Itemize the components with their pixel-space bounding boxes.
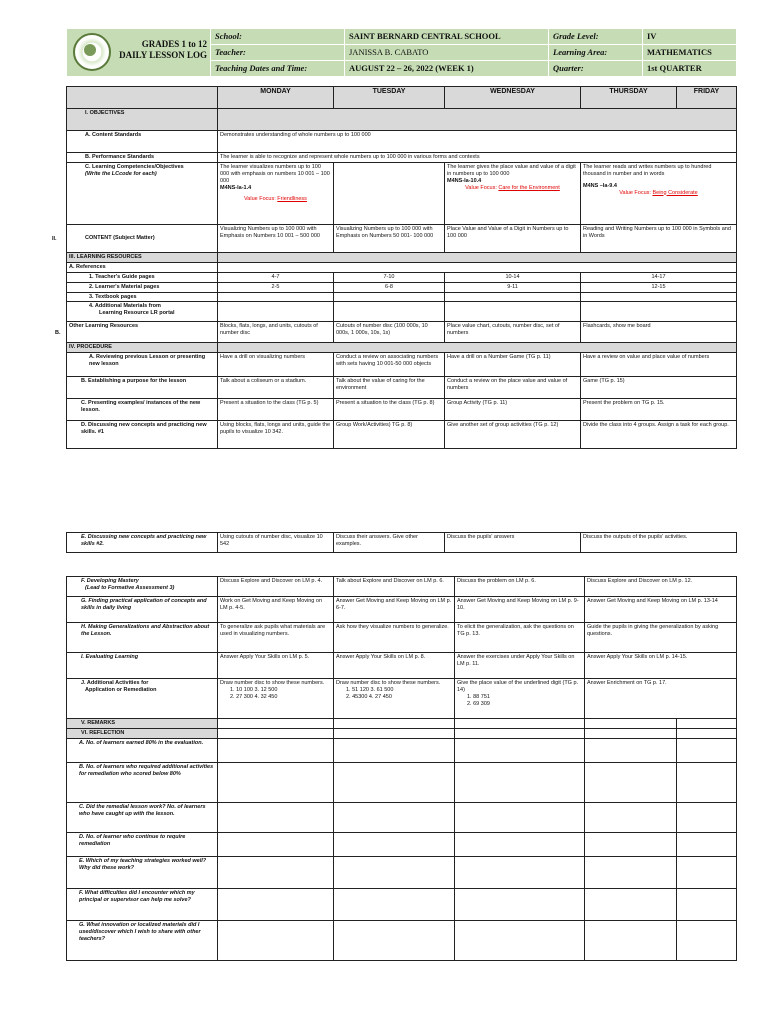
performance-standards-text: The learner is able to recognize and represent whole numbers up to 100 000 in various forms and contexts bbox=[218, 153, 737, 163]
application-tuesday: Answer Get Moving and Keep Moving on LM p. 6-7. bbox=[334, 597, 455, 623]
reflection-a-monday bbox=[218, 739, 334, 763]
value-focus-value-thursday: Being Considerate bbox=[652, 189, 698, 196]
dll-title-line1: GRADES 1 to 12 bbox=[141, 39, 207, 49]
value-focus-value-wednesday: Care for the Environment bbox=[498, 184, 560, 191]
reflection-g-friday bbox=[677, 921, 737, 961]
discussing-2-wednesday: Discuss the pupils' answers bbox=[445, 533, 581, 553]
additional-activities-label-line2: Application or Remediation bbox=[85, 686, 157, 693]
additional-materials-label-line1: 4. Additional Materials from bbox=[89, 303, 161, 310]
reflection-d-tuesday bbox=[334, 833, 455, 857]
remarks-label: V. REMARKS bbox=[67, 719, 218, 729]
evaluating-monday: Answer Apply Your Skills on LM p. 5. bbox=[218, 653, 334, 679]
remarks-friday bbox=[677, 719, 737, 729]
quarter-label: Quarter: bbox=[549, 61, 643, 77]
reviewing-thursday: Have a review on value and place value of numbers bbox=[581, 353, 737, 377]
generalization-label: H. Making Generalizations and Abstraction about the Lesson. bbox=[67, 623, 218, 653]
reflection-f-monday bbox=[218, 889, 334, 921]
competency-thursday-text: The learner reads and writes numbers up to hundred thousand in number and in words bbox=[583, 163, 712, 177]
lesson-table-lower bbox=[66, 576, 737, 961]
reflection-e-monday bbox=[218, 857, 334, 889]
grade-value: IV bbox=[643, 29, 737, 45]
discussing-1-thursday: Divide the class into 4 groups. Assign a task for each group. bbox=[581, 421, 737, 449]
additional-activities-monday-item1: 1. 10 100 3. 12 500 bbox=[230, 686, 278, 693]
remarks-monday bbox=[218, 719, 334, 729]
additional-activities-monday-item2: 2. 27 300 4. 32 450 bbox=[230, 693, 278, 700]
remarks-wednesday bbox=[455, 719, 585, 729]
competency-wednesday-text: The learner gives the place value and value of a digit in numbers up to 100 000 bbox=[447, 163, 576, 177]
evaluating-tuesday: Answer Apply Your Skills on LM p. 8. bbox=[334, 653, 455, 679]
day-thursday: THURSDAY bbox=[581, 87, 677, 109]
competencies-label bbox=[67, 162, 218, 224]
reflection-b-wednesday bbox=[455, 763, 585, 803]
reflection-b-tuesday bbox=[334, 763, 455, 803]
mastery-monday: Discuss Explore and Discover on LM p. 4. bbox=[218, 577, 334, 597]
generalization-thursday: Guide the pupils in giving the generalization by asking questions. bbox=[585, 623, 737, 653]
reflection-c-monday bbox=[218, 803, 334, 833]
school-value: SAINT BERNARD CENTRAL SCHOOL bbox=[345, 29, 549, 45]
dates-value: AUGUST 22 – 26, 2022 (WEEK 1) bbox=[345, 61, 549, 77]
reflection-e-label: E. Which of my teaching strategies worked well? Why did these work? bbox=[67, 857, 218, 889]
reflection-b-thursday bbox=[585, 763, 677, 803]
reflection-label: VI. REFLECTION bbox=[67, 729, 218, 739]
textbook-pages-label: 3. Textbook pages bbox=[67, 292, 218, 302]
deped-seal-icon bbox=[73, 33, 111, 71]
reviewing-tuesday: Conduct a review on associating numbers with sets having 10 001-50 000 objects bbox=[334, 353, 445, 377]
tg-pages-monday: 4-7 bbox=[218, 272, 334, 282]
purpose-monday: Talk about a coliseum or a stadium. bbox=[218, 377, 334, 399]
reflection-f-tuesday bbox=[334, 889, 455, 921]
value-focus-monday bbox=[220, 196, 331, 203]
area-label: Learning Area: bbox=[549, 45, 643, 61]
reflection-c-label: C. Did the remedial lesson work? No. of learners who have caught up with the lesson. bbox=[67, 803, 218, 833]
competency-thursday bbox=[581, 162, 737, 224]
additional-activities-monday-intro: Draw number disc to show these numbers. bbox=[220, 680, 325, 686]
lm-pages-thursday: 12-15 bbox=[581, 282, 737, 292]
competencies-label-line2: (Write the LCcode for each) bbox=[85, 170, 157, 177]
textbook-thursday bbox=[581, 292, 737, 302]
content-tuesday: Visualizing Numbers up to 100 000 with Emphasis on Numbers 50 001- 100 000 bbox=[334, 224, 445, 252]
value-focus-wednesday bbox=[447, 185, 578, 192]
performance-standards-label: B. Performance Standards bbox=[67, 153, 218, 163]
school-label: School: bbox=[211, 29, 345, 45]
examples-monday: Present a situation to the class (TG p. 5) bbox=[218, 399, 334, 421]
reflection-e-thursday bbox=[585, 857, 677, 889]
reflection-c-thursday bbox=[585, 803, 677, 833]
content-wednesday: Place Value and Value of a Digit in Numbers up to 100 000 bbox=[445, 224, 581, 252]
grade-label: Grade Level: bbox=[549, 29, 643, 45]
lm-pages-monday: 2-5 bbox=[218, 282, 334, 292]
discussing-2-tuesday: Discuss their answers. Give other examples. bbox=[334, 533, 445, 553]
reflection-f-friday bbox=[677, 889, 737, 921]
value-focus-prefix-thursday: Value Focus: bbox=[619, 189, 653, 196]
competencies-label-line1: C. Learning Competencies/Objectives bbox=[85, 163, 184, 170]
value-focus-value-monday: Friendliness bbox=[277, 196, 307, 203]
other-resources-tuesday: Cutouts of number disc (100 000s, 10 000s, 1 000s, 10s, 1s) bbox=[334, 322, 445, 343]
additional-thursday bbox=[581, 302, 737, 322]
procedure-fill bbox=[218, 343, 737, 353]
lesson-table-e bbox=[66, 532, 737, 553]
objectives-heading: I. OBJECTIVES bbox=[67, 109, 218, 131]
additional-materials-label-line2: Learning Resource LR portal bbox=[99, 310, 175, 317]
textbook-tuesday bbox=[334, 292, 445, 302]
additional-activities-label-line1: J. Additional Activities for bbox=[81, 680, 149, 686]
teacher-label: Teacher: bbox=[211, 45, 345, 61]
procedure-heading: IV. PROCEDURE bbox=[67, 343, 218, 353]
remarks-tuesday bbox=[334, 719, 455, 729]
reflection-monday bbox=[218, 729, 334, 739]
reflection-d-label: D. No. of learner who continue to require remediation bbox=[67, 833, 218, 857]
reflection-e-tuesday bbox=[334, 857, 455, 889]
discussing-1-tuesday: Group Work/Activities) TG p. 8) bbox=[334, 421, 445, 449]
examples-thursday: Present the problem on TG p. 15. bbox=[581, 399, 737, 421]
reflection-f-thursday bbox=[585, 889, 677, 921]
reflection-g-wednesday bbox=[455, 921, 585, 961]
additional-activities-wednesday-intro: Give the place value of the underlined digit (TG p. 14) bbox=[457, 680, 579, 693]
reflection-e-friday bbox=[677, 857, 737, 889]
competency-monday bbox=[218, 162, 334, 224]
lesson-table-main bbox=[66, 86, 737, 449]
reflection-tuesday bbox=[334, 729, 455, 739]
content-thursday: Reading and Writing Numbers up to 100 000 in Symbols and in Words bbox=[581, 224, 737, 252]
additional-activities-thursday: Answer Enrichment on TG p. 17. bbox=[585, 679, 737, 719]
discussing-1-label: D. Discussing new concepts and practicing new skills. #1 bbox=[67, 421, 218, 449]
reflection-wednesday bbox=[455, 729, 585, 739]
dll-title bbox=[111, 39, 207, 61]
reflection-friday bbox=[677, 729, 737, 739]
content-monday: Visualizing Numbers up to 100 000 with Emphasis on Numbers 10 001 – 500 000 bbox=[218, 224, 334, 252]
discussing-1-wednesday: Give another set of group activities (TG p. 12) bbox=[445, 421, 581, 449]
mastery-wednesday: Discuss the problem on LM p. 6. bbox=[455, 577, 585, 597]
mastery-label-line2: (Lead to Formative Assessment 3) bbox=[85, 584, 175, 591]
remarks-thursday bbox=[585, 719, 677, 729]
reflection-a-label: A. No. of learners earned 80% in the evaluation. bbox=[67, 739, 218, 763]
reflection-b-friday bbox=[677, 763, 737, 803]
competency-wednesday bbox=[445, 162, 581, 224]
header-logo-cell bbox=[67, 29, 211, 77]
purpose-label: B. Establishing a purpose for the lesson bbox=[67, 377, 218, 399]
competency-monday-code: M4NS-Ia-1.4 bbox=[220, 184, 252, 191]
reflection-g-thursday bbox=[585, 921, 677, 961]
references-label: A. References bbox=[67, 262, 218, 272]
content-label: CONTENT (Subject Matter) bbox=[67, 224, 218, 252]
discussing-2-thursday: Discuss the outputs of the pupils' activities. bbox=[581, 533, 737, 553]
objectives-heading-fill bbox=[218, 109, 737, 131]
mastery-tuesday: Talk about Explore and Discover on LM p. 6. bbox=[334, 577, 455, 597]
roman-b: B. bbox=[55, 330, 61, 336]
other-resources-thursday: Flashcards, show me board bbox=[581, 322, 737, 343]
application-thursday: Answer Get Moving and Keep Moving on LM p. 13-14 bbox=[585, 597, 737, 623]
content-standards-text: Demonstrates understanding of whole numbers up to 100 000 bbox=[218, 131, 737, 153]
discussing-2-monday: Using cutouts of number disc, visualize 10 542 bbox=[218, 533, 334, 553]
day-monday: MONDAY bbox=[218, 87, 334, 109]
evaluating-thursday: Answer Apply Your Skills on LM p. 14-15. bbox=[585, 653, 737, 679]
tg-pages-wednesday: 10-14 bbox=[445, 272, 581, 282]
reflection-b-label: B. No. of learners who required additional activities for remediation who scored below 80% bbox=[67, 763, 218, 803]
additional-activities-tuesday-item2: 2. 45300 4. 27 450 bbox=[346, 693, 392, 700]
reflection-a-tuesday bbox=[334, 739, 455, 763]
reflection-d-thursday bbox=[585, 833, 677, 857]
reflection-c-wednesday bbox=[455, 803, 585, 833]
references-fill bbox=[218, 262, 737, 272]
competency-monday-text: The learner visualizes numbers up to 100 000 with emphasis on numbers 10 001 – 100 000 bbox=[220, 163, 330, 184]
generalization-tuesday: Ask how they visualize numbers to generalize. bbox=[334, 623, 455, 653]
learning-resources-heading: III. LEARNING RESOURCES bbox=[67, 252, 218, 262]
additional-monday bbox=[218, 302, 334, 322]
value-focus-prefix-monday: Value Focus: bbox=[244, 196, 278, 203]
reflection-a-wednesday bbox=[455, 739, 585, 763]
content-standards-label: A. Content Standards bbox=[67, 131, 218, 153]
additional-activities-tuesday-item1: 1. 51 120 3. 61 500 bbox=[346, 686, 394, 693]
reviewing-monday: Have a drill on visualizing numbers bbox=[218, 353, 334, 377]
other-resources-wednesday: Place value chart, cutouts, number disc, set of numbers bbox=[445, 322, 581, 343]
additional-wednesday bbox=[445, 302, 581, 322]
roman-ii: II. bbox=[52, 236, 57, 242]
day-wednesday: WEDNESDAY bbox=[445, 87, 581, 109]
mastery-label bbox=[67, 577, 218, 597]
reflection-e-wednesday bbox=[455, 857, 585, 889]
reflection-g-label: G. What innovation or localized materials did I used/discover which I wish to share with other teachers? bbox=[67, 921, 218, 961]
reflection-d-wednesday bbox=[455, 833, 585, 857]
day-tuesday: TUESDAY bbox=[334, 87, 445, 109]
competency-wednesday-code: M4NS-Ia-10.4 bbox=[447, 177, 482, 184]
reflection-b-monday bbox=[218, 763, 334, 803]
other-resources-label: Other Learning Resources bbox=[67, 322, 218, 343]
tg-pages-tuesday: 7-10 bbox=[334, 272, 445, 282]
reviewing-wednesday: Have a drill on a Number Game (TG p. 11) bbox=[445, 353, 581, 377]
lm-pages-tuesday: 6-8 bbox=[334, 282, 445, 292]
examples-label: C. Presenting examples/ instances of the new lesson. bbox=[67, 399, 218, 421]
reflection-a-thursday bbox=[585, 739, 677, 763]
additional-activities-tuesday-intro: Draw number disc to show these numbers. bbox=[336, 680, 441, 686]
examples-wednesday: Group Activity (TG p. 11) bbox=[445, 399, 581, 421]
evaluating-label: I. Evaluating Learning bbox=[67, 653, 218, 679]
day-friday: FRIDAY bbox=[677, 87, 737, 109]
additional-activities-label bbox=[67, 679, 218, 719]
generalization-wednesday: To elicit the generalization, ask the questions on TG p. 13. bbox=[455, 623, 585, 653]
examples-tuesday: Present a situation to the class (TG p. 8) bbox=[334, 399, 445, 421]
reflection-thursday bbox=[585, 729, 677, 739]
reviewing-label: A. Reviewing previous Lesson or presenting new lesson bbox=[67, 353, 218, 377]
mastery-thursday: Discuss Explore and Discover on LM p. 12. bbox=[585, 577, 737, 597]
reflection-d-friday bbox=[677, 833, 737, 857]
additional-activities-wednesday-item1: 1. 88 751 bbox=[467, 693, 490, 700]
competency-tuesday bbox=[334, 162, 445, 224]
lm-pages-label: 2. Learner's Material pages bbox=[67, 282, 218, 292]
reflection-f-wednesday bbox=[455, 889, 585, 921]
header-table bbox=[66, 28, 737, 77]
reflection-g-tuesday bbox=[334, 921, 455, 961]
learning-resources-fill bbox=[218, 252, 737, 262]
additional-tuesday bbox=[334, 302, 445, 322]
additional-activities-wednesday-item2: 2. 69 309 bbox=[467, 700, 490, 707]
purpose-tuesday: Talk about the value of caring for the environment bbox=[334, 377, 445, 399]
additional-activities-monday bbox=[218, 679, 334, 719]
evaluating-wednesday: Answer the exercises under Apply Your Skills on LM p. 11. bbox=[455, 653, 585, 679]
additional-materials-label bbox=[67, 302, 218, 322]
tg-pages-thursday: 14-17 bbox=[581, 272, 737, 282]
quarter-value: 1st QUARTER bbox=[643, 61, 737, 77]
other-resources-monday: Blocks, flats, longs, and units, cutouts of number disc bbox=[218, 322, 334, 343]
discussing-1-monday: Using blocks, flats, longs and units, guide the pupils to visualize 10 342. bbox=[218, 421, 334, 449]
additional-activities-tuesday bbox=[334, 679, 455, 719]
discussing-2-label: E. Discussing new concepts and practicing new skills #2. bbox=[67, 533, 218, 553]
application-wednesday: Answer Get Moving and Keep Moving on LM p. 9-10. bbox=[455, 597, 585, 623]
application-label: G. Finding practical application of concepts and skills in daily living bbox=[67, 597, 218, 623]
application-monday: Work on Get Moving and Keep Moving on LM p. 4-5. bbox=[218, 597, 334, 623]
reflection-f-label: F. What difficulties did I encounter which my principal or supervisor can help me solve? bbox=[67, 889, 218, 921]
textbook-monday bbox=[218, 292, 334, 302]
reflection-a-friday bbox=[677, 739, 737, 763]
reflection-d-monday bbox=[218, 833, 334, 857]
value-focus-prefix-wednesday: Value Focus: bbox=[465, 184, 499, 191]
reflection-g-monday bbox=[218, 921, 334, 961]
area-value: MATHEMATICS bbox=[643, 45, 737, 61]
value-focus-thursday bbox=[583, 190, 734, 197]
reflection-c-friday bbox=[677, 803, 737, 833]
purpose-wednesday: Conduct a review on the place value and value of numbers bbox=[445, 377, 581, 399]
corner-cell bbox=[67, 87, 218, 109]
generalization-monday: To generalize ask pupils what materials are used in visualizing numbers. bbox=[218, 623, 334, 653]
dll-title-line2: DAILY LESSON LOG bbox=[119, 49, 207, 60]
teacher-value: JANISSA B. CABATO bbox=[345, 45, 549, 61]
additional-activities-wednesday bbox=[455, 679, 585, 719]
textbook-wednesday bbox=[445, 292, 581, 302]
dates-label: Teaching Dates and Time: bbox=[211, 61, 345, 77]
reflection-c-tuesday bbox=[334, 803, 455, 833]
purpose-thursday: Game (TG p. 15) bbox=[581, 377, 737, 399]
lm-pages-wednesday: 9-11 bbox=[445, 282, 581, 292]
tg-pages-label: 1. Teacher's Guide pages bbox=[67, 272, 218, 282]
competency-thursday-code: M4NS –Ia-9.4 bbox=[583, 182, 617, 189]
mastery-label-line1: F. Developing Mastery bbox=[81, 578, 139, 584]
